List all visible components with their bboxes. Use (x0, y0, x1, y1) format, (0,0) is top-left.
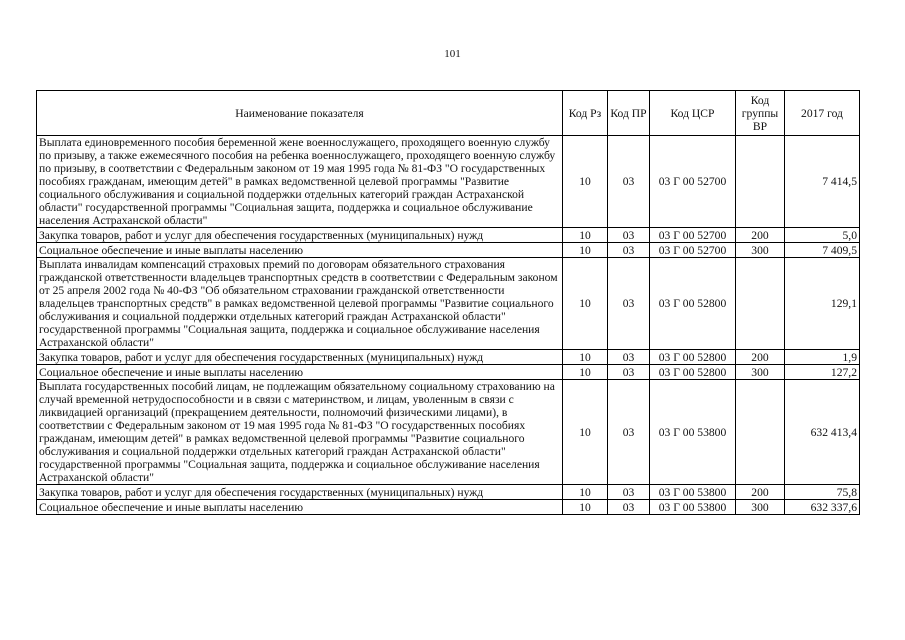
row-vr: 300 (736, 365, 785, 380)
table-row (37, 380, 860, 485)
row-vr (736, 258, 785, 350)
row-csr: 03 Г 00 52800 (650, 365, 736, 380)
row-rz: 10 (563, 365, 608, 380)
row-vr (736, 136, 785, 228)
row-pr: 03 (608, 228, 650, 243)
budget-table (36, 90, 860, 515)
row-pr: 03 (608, 485, 650, 500)
header-rz: Код Рз (563, 91, 608, 136)
row-value: 632 413,4 (785, 380, 860, 485)
table-header-row (37, 91, 860, 136)
row-value: 75,8 (785, 485, 860, 500)
row-rz: 10 (563, 228, 608, 243)
row-value: 129,1 (785, 258, 860, 350)
row-name: Закупка товаров, работ и услуг для обеспечения государственных (муниципальных) нужд (37, 228, 563, 243)
header-name: Наименование показателя (37, 91, 563, 136)
row-value: 7 409,5 (785, 243, 860, 258)
row-vr: 300 (736, 500, 785, 515)
row-pr: 03 (608, 500, 650, 515)
row-name: Выплата инвалидам компенсаций страховых премий по договорам обязательного страхования гражданской ответственности владельцев транспортных средств в соответствии с Федеральным законом от 25 апреля 2002 года № 40-ФЗ "Об обязательном страховании гражданской ответственности владельцев транспортных средств" в рамках ведомственной целевой программы "Развитие социального обслуживания и социальной поддержки отдельных категорий граждан Астраханской области" государственной программы "Социальная защита, поддержка и социальное обслуживание населения Астраханской области" (37, 258, 563, 350)
row-pr: 03 (608, 380, 650, 485)
row-csr: 03 Г 00 53800 (650, 500, 736, 515)
table-row (37, 243, 860, 258)
table-row (37, 485, 860, 500)
row-name: Социальное обеспечение и иные выплаты населению (37, 365, 563, 380)
row-name: Выплата единовременного пособия беременной жене военнослужащего, проходящего военную службу по призыву, а также ежемесячного пособия на ребенка военнослужащего, проходящего военную службу по призыву, в соответствии с Федеральным законом от 19 мая 1995 года № 81-ФЗ "О государственных пособиях гражданам, имеющим детей" в рамках ведомственной целевой программы "Развитие социального обслуживания и социальной поддержки отдельных категорий граждан Астраханской области" государственной программы "Социальная защита, поддержка и социальное обслуживание населения Астраханской области" (37, 136, 563, 228)
table-row (37, 500, 860, 515)
row-pr: 03 (608, 350, 650, 365)
row-pr: 03 (608, 243, 650, 258)
page-number: 101 (444, 48, 461, 60)
row-csr: 03 Г 00 52800 (650, 258, 736, 350)
table-row (37, 350, 860, 365)
row-csr: 03 Г 00 52700 (650, 136, 736, 228)
row-rz: 10 (563, 243, 608, 258)
row-value: 1,9 (785, 350, 860, 365)
header-vr: Код группы ВР (736, 91, 785, 136)
row-rz: 10 (563, 350, 608, 365)
row-value: 632 337,6 (785, 500, 860, 515)
row-name: Социальное обеспечение и иные выплаты населению (37, 500, 563, 515)
table-row (37, 365, 860, 380)
row-value: 7 414,5 (785, 136, 860, 228)
header-csr: Код ЦСР (650, 91, 736, 136)
row-csr: 03 Г 00 52700 (650, 243, 736, 258)
row-pr: 03 (608, 136, 650, 228)
row-pr: 03 (608, 365, 650, 380)
row-rz: 10 (563, 258, 608, 350)
row-rz: 10 (563, 485, 608, 500)
row-value: 127,2 (785, 365, 860, 380)
table-row (37, 136, 860, 228)
row-vr (736, 380, 785, 485)
table-row (37, 228, 860, 243)
row-csr: 03 Г 00 52800 (650, 350, 736, 365)
row-value: 5,0 (785, 228, 860, 243)
row-vr: 200 (736, 228, 785, 243)
header-pr: Код ПР (608, 91, 650, 136)
row-csr: 03 Г 00 52700 (650, 228, 736, 243)
row-csr: 03 Г 00 53800 (650, 485, 736, 500)
row-name: Закупка товаров, работ и услуг для обеспечения государственных (муниципальных) нужд (37, 485, 563, 500)
header-year: 2017 год (785, 91, 860, 136)
row-rz: 10 (563, 136, 608, 228)
row-csr: 03 Г 00 53800 (650, 380, 736, 485)
row-vr: 200 (736, 350, 785, 365)
row-name: Выплата государственных пособий лицам, не подлежащим обязательному социальному страхованию на случай временной нетрудоспособности и в связи с материнством, и лицам, уволенным в связи с ликвидацией организаций (прекращением деятельности, полномочий физическими лицами), в соответствии с Федеральным законом от 19 мая 1995 года № 81-ФЗ "О государственных пособиях гражданам, имеющим детей" в рамках ведомственной целевой программы "Развитие социального обслуживания и социальной поддержки отдельных категорий граждан Астраханской области" государственной программы "Социальная защита, поддержка и социальное обслуживание населения Астраханской области" (37, 380, 563, 485)
row-rz: 10 (563, 500, 608, 515)
row-name: Социальное обеспечение и иные выплаты населению (37, 243, 563, 258)
row-rz: 10 (563, 380, 608, 485)
row-pr: 03 (608, 258, 650, 350)
table-row (37, 258, 860, 350)
row-vr: 300 (736, 243, 785, 258)
row-name: Закупка товаров, работ и услуг для обеспечения государственных (муниципальных) нужд (37, 350, 563, 365)
row-vr: 200 (736, 485, 785, 500)
